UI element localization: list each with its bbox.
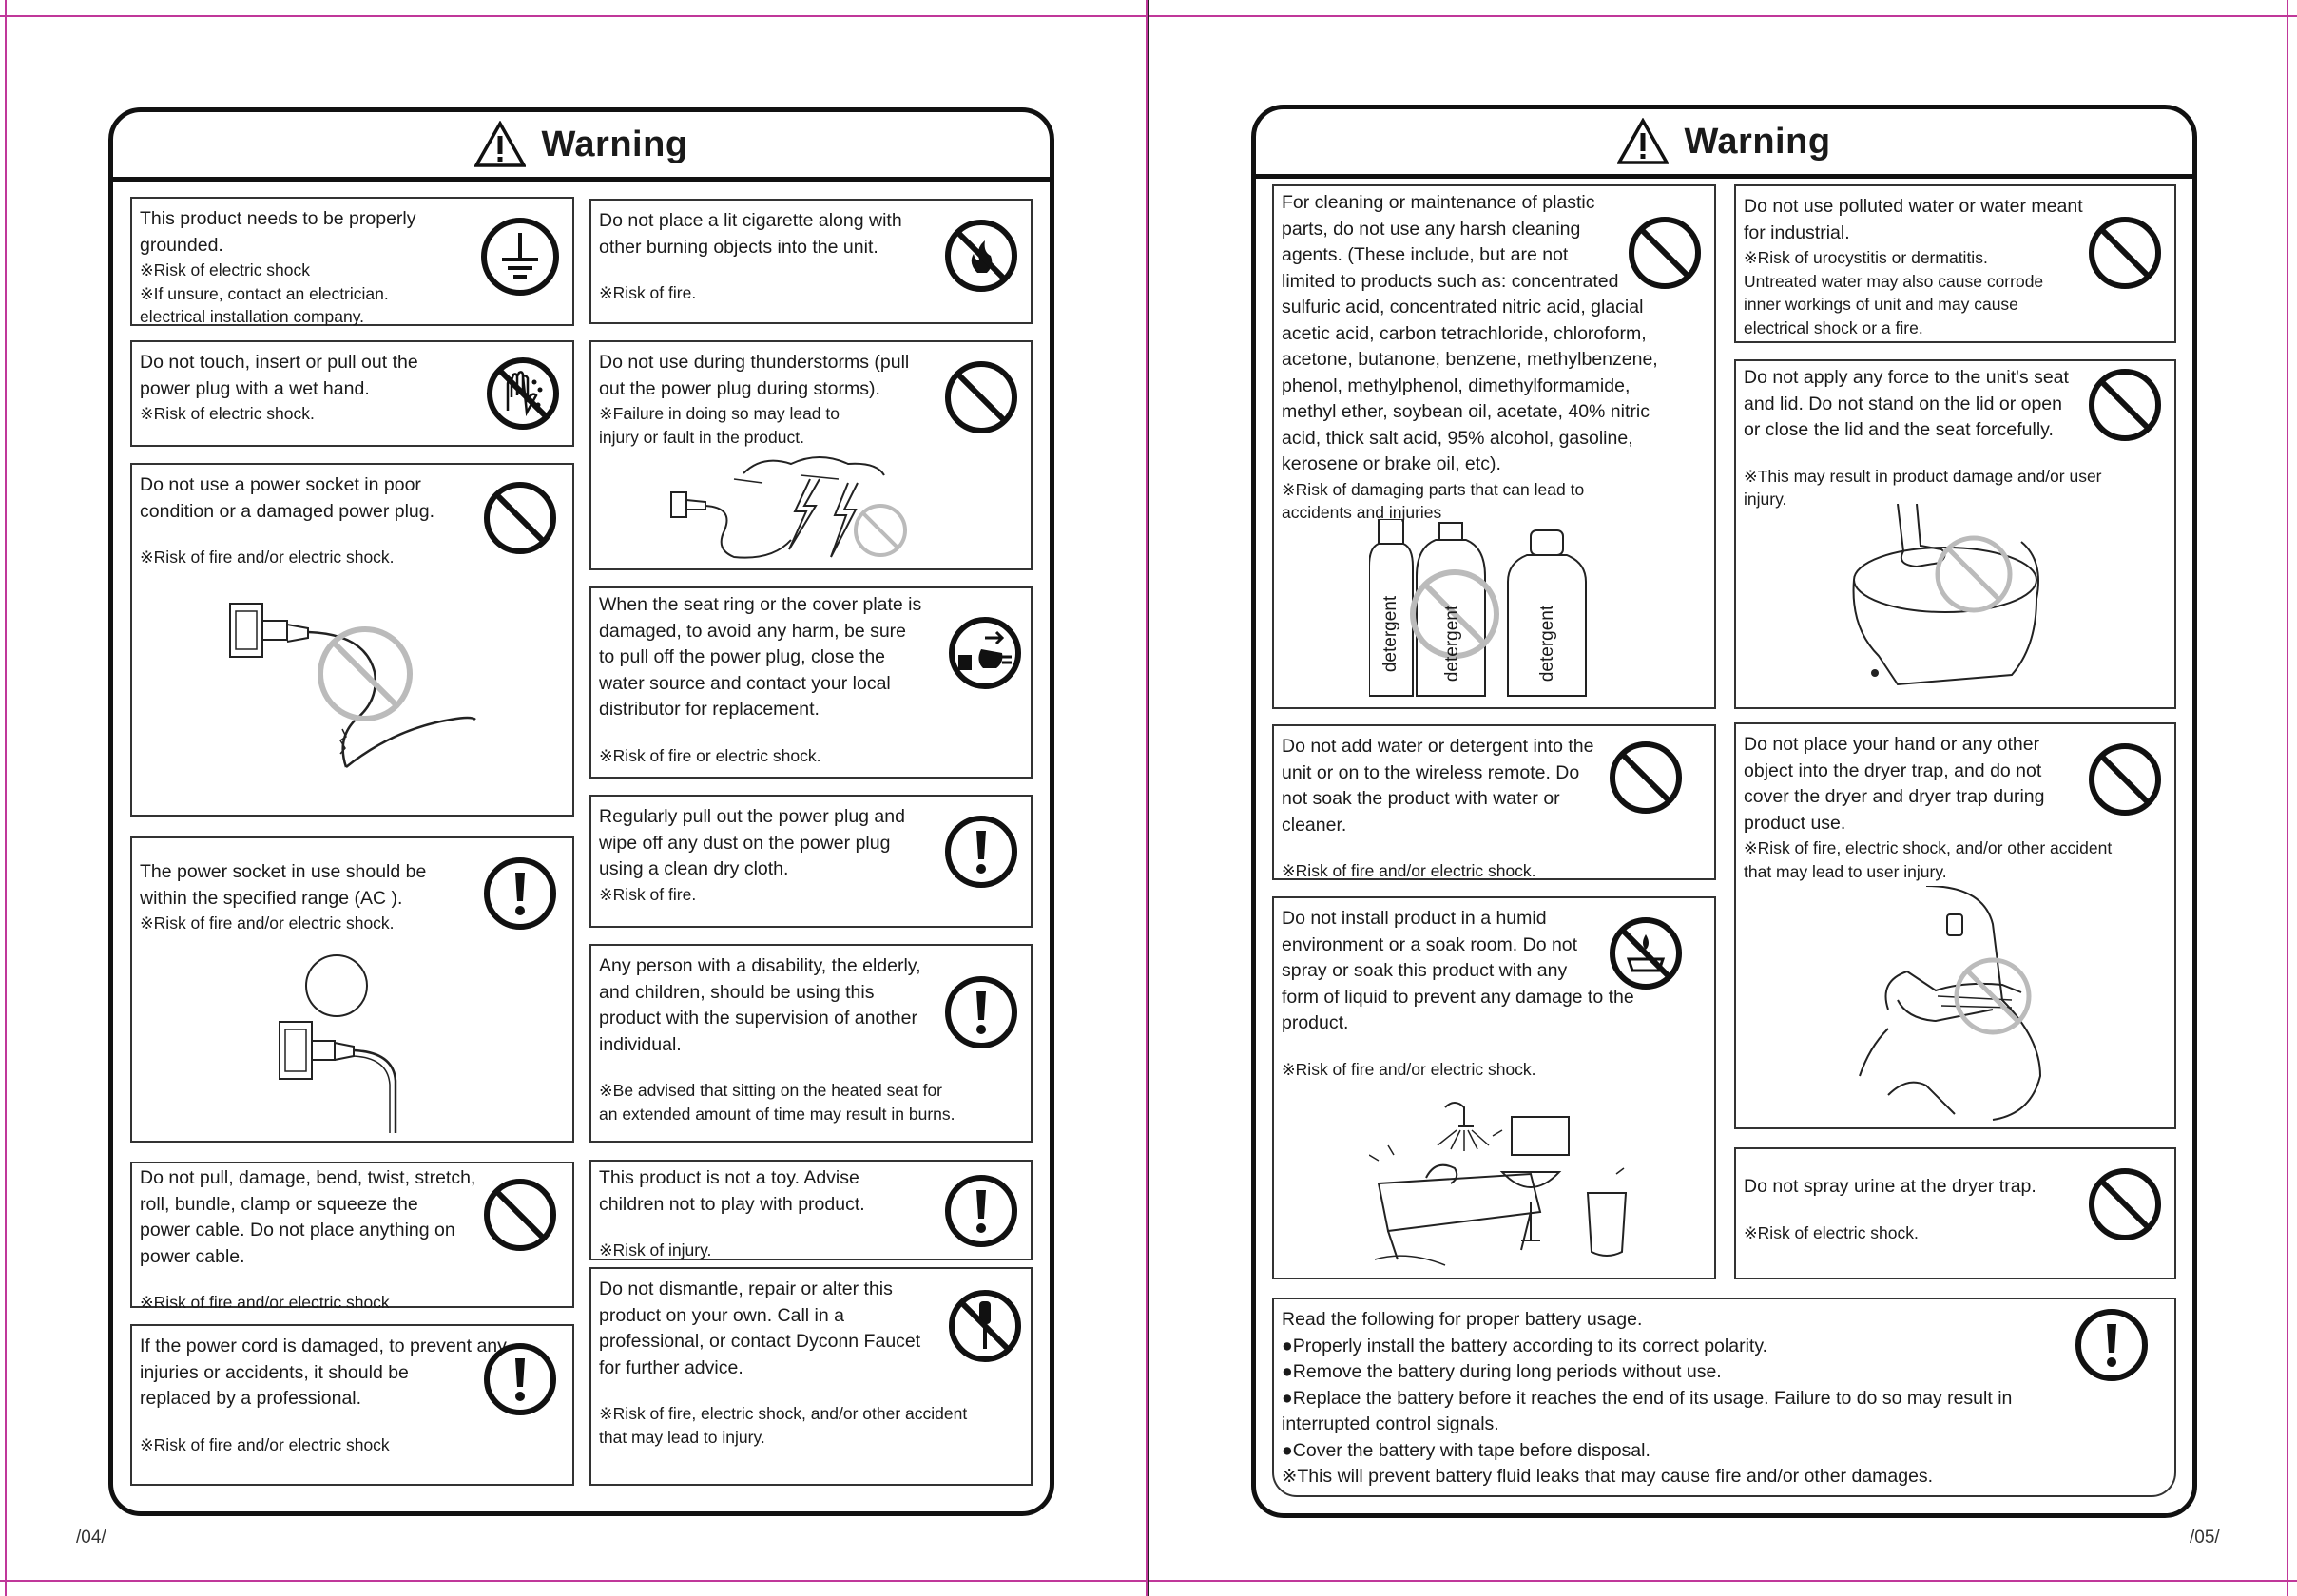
warning-box-water-remote bbox=[1272, 724, 1716, 880]
warning-text: Regularly pull out the power plug and wipe off any dust on the power plug using a clean dry cloth. bbox=[599, 806, 905, 879]
warning-box-toy bbox=[589, 1160, 1033, 1260]
warning-box-seat-force bbox=[1734, 359, 2176, 709]
warning-note: ※Risk of fire and/or electric shock. bbox=[1282, 861, 1536, 880]
battery-item: ●Remove the battery during long periods without use. bbox=[1282, 1361, 1722, 1382]
warning-box-dismantle bbox=[589, 1267, 1033, 1486]
warning-note: ※Risk of electric shock ※If unsure, contact an electrician. electrical installation company. bbox=[140, 260, 389, 326]
no-water-icon bbox=[1608, 915, 1684, 991]
battery-note: ※This will prevent battery fluid leaks that may cause fire and/or other damages. bbox=[1282, 1466, 1934, 1487]
warning-text: Do not spray urine at the dryer trap. bbox=[1744, 1176, 2036, 1197]
warning-note: ※Risk of fire and/or electric shock. bbox=[1282, 1059, 1536, 1079]
power-socket-illustration bbox=[251, 948, 441, 1138]
warning-note: ※Risk of fire and/or electric shock. bbox=[140, 548, 395, 567]
warning-box-grounded bbox=[130, 197, 574, 326]
warning-text: For cleaning or maintenance of plastic parts, do not use any harsh cleaning agents. (These include, but are not limited to products such as: concentrated sulfuric acid, concentrated nitric acid, glacial acetic acid, carbon tetrachloride, chloroform, acetone, butanone, benzene, methylbenzene, phenol, methylphenol, dimethylformamide, methyl ether, soybean oil, acetate, 40% nitric acid, thick salt acid, 95% alcohol, gasoline, kerosene or brake oil, etc). bbox=[1282, 192, 1658, 474]
crop-line-right bbox=[2287, 0, 2288, 1596]
left-panel-header bbox=[113, 112, 1050, 182]
warning-text: Do not use polluted water or water meant for industrial. bbox=[1744, 196, 2083, 243]
warning-text: Do not touch, insert or pull out the power plug with a wet hand. bbox=[140, 352, 418, 399]
prohibited-icon bbox=[2087, 741, 2163, 817]
damaged-plug-illustration bbox=[222, 586, 479, 791]
warning-text: When the seat ring or the cover plate is damaged, to avoid any harm, be sure to pull off the power plug, close the water source and contact your local distributor for replacement. bbox=[599, 594, 922, 720]
warning-note: ※Failure in doing so may lead to injury or fault in the product. bbox=[599, 404, 840, 447]
warning-box-dryer-trap bbox=[1734, 722, 2176, 1129]
page-number-left: /04/ bbox=[76, 1528, 106, 1548]
warning-box-seat-ring bbox=[589, 586, 1033, 779]
warning-note: ※Risk of electric shock. bbox=[1744, 1222, 1919, 1242]
prohibited-icon bbox=[482, 480, 558, 556]
warning-box-power-cable bbox=[130, 1162, 574, 1312]
warning-note: ※Risk of fire and/or electric shock bbox=[140, 1434, 390, 1454]
prohibited-icon bbox=[482, 1177, 558, 1253]
warning-note: ※Risk of fire. bbox=[599, 884, 697, 904]
mandatory-exclamation-icon bbox=[482, 856, 558, 932]
warning-box-damaged-cord bbox=[130, 1324, 574, 1486]
warning-box-thunderstorm bbox=[589, 340, 1033, 570]
warning-note: ※Risk of electric shock. bbox=[140, 404, 315, 423]
warning-note: ※Risk of fire or electric shock. bbox=[599, 745, 821, 765]
warning-note: ※Risk of fire, electric shock, and/or other accident that may lead to user injury. bbox=[1744, 838, 2113, 881]
prohibited-icon bbox=[1627, 215, 1703, 291]
mandatory-exclamation-icon bbox=[943, 814, 1019, 890]
detergent-bottles-illustration bbox=[1369, 519, 1635, 700]
warning-text: Do not place a lit cigarette along with other burning objects into the unit. bbox=[599, 210, 902, 258]
mandatory-exclamation-icon bbox=[482, 1341, 558, 1417]
battery-intro: Read the following for proper battery usage. bbox=[1282, 1309, 1643, 1330]
toilet-stepping-illustration bbox=[1841, 504, 2050, 694]
mandatory-exclamation-icon bbox=[943, 1173, 1019, 1249]
warning-triangle-icon bbox=[474, 121, 526, 168]
warning-text: Do not dismantle, repair or alter this product on your own. Call in a professional, or contact Dyconn Faucet for further advice. bbox=[599, 1279, 921, 1378]
warning-box-urine bbox=[1734, 1147, 2176, 1279]
thunderstorm-plug-illustration bbox=[667, 454, 915, 567]
warning-box-socket-range bbox=[130, 836, 574, 1143]
warning-box-dust bbox=[589, 795, 1033, 928]
warning-box-polluted-water bbox=[1734, 184, 2176, 343]
warning-text: Any person with a disability, the elderly, and children, should be using this product with the supervision of another individual. bbox=[599, 955, 921, 1055]
warning-box-supervision bbox=[589, 944, 1033, 1143]
warning-note: ※Risk of fire, electric shock, and/or other accident that may lead to injury. bbox=[599, 1404, 968, 1447]
warning-text: Do not pull, damage, bend, twist, stretch, roll, bundle, clamp or squeeze the power cable. Do not place anything on power cable. bbox=[140, 1167, 476, 1267]
page-number-right: /05/ bbox=[2190, 1528, 2220, 1548]
dryer-trap-hand-illustration bbox=[1850, 886, 2069, 1124]
warning-text: Do not add water or detergent into the unit or on to the wireless remote. Do not soak the product with water or cleaner. bbox=[1282, 736, 1594, 836]
bottle-label: detergent bbox=[1537, 605, 1558, 683]
warning-note: ※Risk of fire. bbox=[599, 283, 697, 302]
bottle-label: detergent bbox=[1380, 595, 1401, 673]
warning-box-humid bbox=[1272, 896, 1716, 1279]
unplug-icon bbox=[947, 615, 1023, 691]
warning-box-cleaning bbox=[1272, 184, 1716, 709]
battery-item: ●Replace the battery before it reaches the end of its usage. Failure to do so may result in interrupted control signals. bbox=[1282, 1387, 2013, 1434]
battery-item: ●Properly install the battery according to its correct polarity. bbox=[1282, 1335, 1768, 1356]
right-panel-title: Warning bbox=[1684, 121, 1831, 162]
warning-text: Do not place your hand or any other object into the dryer trap, and do not cover the dryer and dryer trap during product use. bbox=[1744, 734, 2045, 834]
mandatory-exclamation-icon bbox=[943, 974, 1019, 1050]
warning-box-wet-hand bbox=[130, 340, 574, 447]
warning-text: Do not use during thunderstorms (pull out the power plug during storms). bbox=[599, 352, 910, 399]
prohibited-icon bbox=[1608, 740, 1684, 816]
right-panel-header bbox=[1256, 109, 2192, 179]
warning-note: ※Risk of fire and/or electric shock bbox=[140, 1293, 390, 1312]
warning-note: ※Risk of damaging parts that can lead to accidents and injuries bbox=[1282, 479, 1585, 522]
no-fire-icon bbox=[943, 218, 1019, 294]
warning-text: If the power cord is damaged, to prevent any injuries or accidents, it should be replaced by a professional. bbox=[140, 1336, 507, 1409]
no-wet-hand-icon bbox=[485, 356, 561, 432]
warning-note: ※Risk of urocystitis or dermatitis. Untreated water may also cause corrode inner workings of unit and may cause electrical shock or a fire. bbox=[1744, 248, 2044, 337]
bottle-label: detergent bbox=[1442, 605, 1463, 683]
warning-box-cigarette bbox=[589, 199, 1033, 324]
mandatory-exclamation-icon bbox=[2074, 1307, 2150, 1383]
prohibited-icon bbox=[2087, 215, 2163, 291]
no-disassembly-icon bbox=[947, 1288, 1023, 1364]
warning-text: Do not apply any force to the unit's seat and lid. Do not stand on the lid or open or close the lid and the seat forcefully. bbox=[1744, 367, 2069, 440]
warning-note: ※This may result in product damage and/or user injury. bbox=[1744, 466, 2102, 509]
warning-note: ※Risk of fire and/or electric shock. bbox=[140, 913, 395, 933]
warning-text: This product needs to be properly grounded. bbox=[140, 208, 416, 256]
battery-item: ●Cover the battery with tape before disposal. bbox=[1282, 1439, 1650, 1461]
left-panel-title: Warning bbox=[541, 124, 688, 164]
humid-bathroom-illustration bbox=[1369, 1098, 1635, 1269]
warning-note: ※Risk of injury. bbox=[599, 1240, 712, 1259]
warning-box-battery bbox=[1272, 1298, 2176, 1497]
prohibited-icon bbox=[943, 359, 1019, 435]
prohibited-icon bbox=[2087, 367, 2163, 443]
warning-triangle-icon bbox=[1617, 118, 1669, 165]
prohibited-icon bbox=[2087, 1166, 2163, 1242]
warning-text: This product is not a toy. Advise children not to play with product. bbox=[599, 1167, 865, 1215]
warning-box-socket bbox=[130, 463, 574, 817]
warning-text: The power socket in use should be within the specified range (AC ). bbox=[140, 861, 427, 909]
ground-symbol-icon bbox=[479, 216, 561, 298]
page-divider bbox=[1148, 0, 1149, 1596]
warning-text: Do not install product in a humid environment or a soak room. Do not spray or soak this product with any form of liquid to prevent any damage to the product. bbox=[1282, 908, 1634, 1033]
crop-line-left bbox=[5, 0, 7, 1596]
warning-note: ※Be advised that sitting on the heated seat for an extended amount of time may result in burns. bbox=[599, 1081, 955, 1124]
warning-text: Do not use a power socket in poor condition or a damaged power plug. bbox=[140, 474, 435, 522]
